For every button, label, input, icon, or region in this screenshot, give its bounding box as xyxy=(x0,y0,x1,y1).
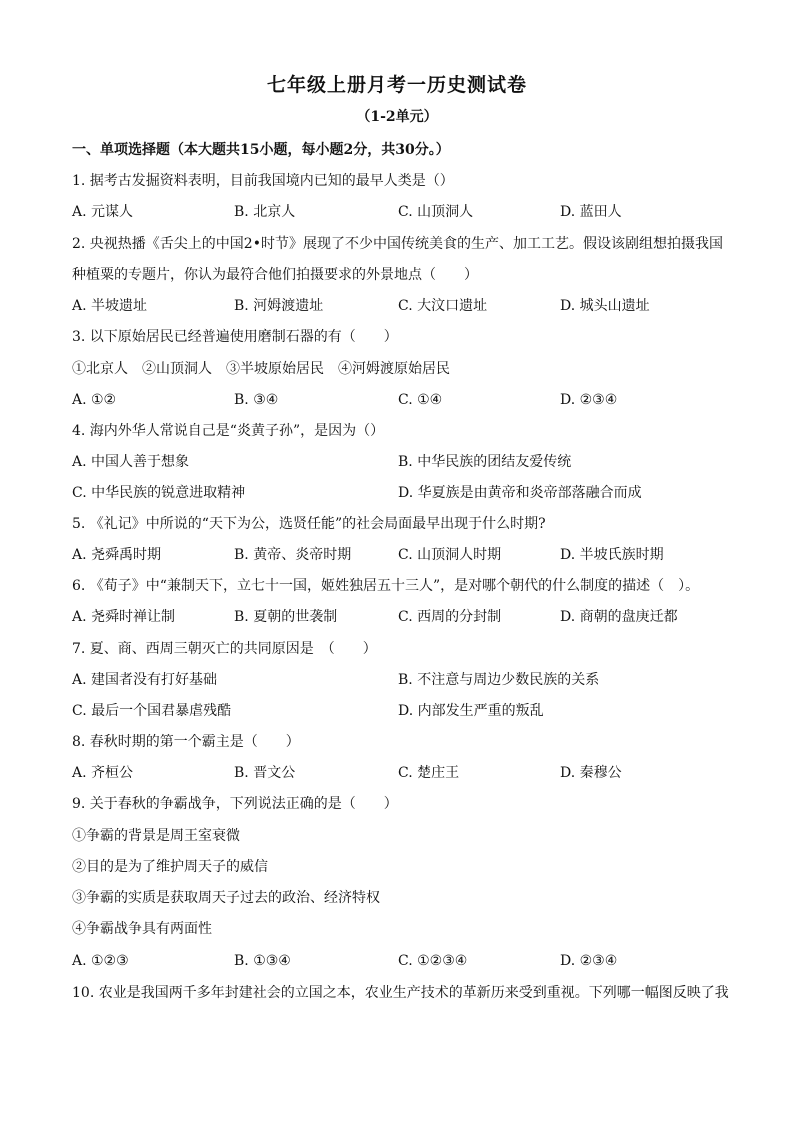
question-2-option-d: D. 城头山遗址 xyxy=(560,298,650,314)
question-9-stem: 9. 关于春秋的争霸战争，下列说法正确的是（ ） xyxy=(72,796,398,812)
section-heading: 一、单项选择题（本大题共15小题，每小题2分，共30分。） xyxy=(72,142,450,158)
question-8-stem: 8. 春秋时期的第一个霸主是（ ） xyxy=(72,734,300,750)
question-2-option-b: B. 河姆渡遗址 xyxy=(234,298,324,314)
question-8-option-d: D. 秦穆公 xyxy=(560,765,622,781)
question-3-option-b: B. ③④ xyxy=(234,392,279,408)
question-2-option-a: A. 半坡遗址 xyxy=(72,298,148,314)
question-2-stem-line-2: 种植粟的专题片，你认为最符合他们拍摄要求的外景地点（ ） xyxy=(72,267,478,283)
question-7-option-d: D. 内部发生严重的叛乱 xyxy=(398,703,544,719)
question-1-stem: 1. 据考古发掘资料表明，目前我国境内已知的最早人类是（） xyxy=(72,173,454,189)
question-7-stem: 7. 夏、商、西周三朝灭亡的共同原因是 （ ） xyxy=(72,641,377,657)
question-1-option-a: A. 元谋人 xyxy=(72,204,134,220)
page-subtitle: （1-2单元） xyxy=(356,109,438,125)
question-2-stem-line-1: 2. 央视热播《舌尖上的中国2•时节》展现了不少中国传统美食的生产、加工工艺。假设该剧组想拍摄我国 xyxy=(72,236,723,252)
question-8-option-c: C. 楚庄王 xyxy=(398,765,460,781)
question-9-option-d: D. ②③④ xyxy=(560,953,618,969)
question-5-option-a: A. 尧舜禹时期 xyxy=(72,547,162,563)
question-4-option-a: A. 中国人善于想象 xyxy=(72,454,190,470)
question-5-option-c: C. 山顶洞人时期 xyxy=(398,547,502,563)
question-3-stem: 3. 以下原始居民已经普遍使用磨制石器的有（ ） xyxy=(72,329,398,345)
question-9-statement-1: ①争霸的背景是周王室衰微 xyxy=(72,828,240,844)
question-3-option-c: C. ①④ xyxy=(398,392,443,408)
question-4-stem: 4. 海内外华人常说自己是“炎黄子孙”，是因为（） xyxy=(72,423,385,439)
question-2-option-c: C. 大汶口遗址 xyxy=(398,298,488,314)
question-6-option-d: D. 商朝的盘庚迁都 xyxy=(560,609,678,625)
question-8-option-b: B. 晋文公 xyxy=(234,765,296,781)
question-9-option-c: C. ①②③④ xyxy=(398,953,468,969)
question-5-option-b: B. 黄帝、炎帝时期 xyxy=(234,547,352,563)
question-1-option-c: C. 山顶洞人 xyxy=(398,204,474,220)
question-7-option-c: C. 最后一个国君暴虐残酷 xyxy=(72,703,232,719)
question-8-option-a: A. 齐桓公 xyxy=(72,765,134,781)
question-9-option-b: B. ①③④ xyxy=(234,953,291,969)
question-3-option-a: A. ①② xyxy=(72,392,117,408)
question-4-option-d: D. 华夏族是由黄帝和炎帝部落融合而成 xyxy=(398,485,642,501)
question-1-option-b: B. 北京人 xyxy=(234,204,296,220)
question-9-statement-3: ③争霸的实质是获取周天子过去的政治、经济特权 xyxy=(72,890,380,906)
question-5-option-d: D. 半坡氏族时期 xyxy=(560,547,664,563)
question-7-option-a: A. 建国者没有打好基础 xyxy=(72,672,218,688)
question-5-stem: 5. 《礼记》中所说的“天下为公，选贤任能”的社会局面最早出现于什么时期? xyxy=(72,516,546,532)
question-6-option-c: C. 西周的分封制 xyxy=(398,609,502,625)
question-9-option-a: A. ①②③ xyxy=(72,953,129,969)
question-3-statements: ①北京人 ②山顶洞人 ③半坡原始居民 ④河姆渡原始居民 xyxy=(72,361,450,377)
question-7-option-b: B. 不注意与周边少数民族的关系 xyxy=(398,672,600,688)
question-9-statement-2: ②目的是为了维护周天子的威信 xyxy=(72,859,268,875)
page-title: 七年级上册月考一历史测试卷 xyxy=(266,74,527,96)
question-6-option-b: B. 夏朝的世袭制 xyxy=(234,609,338,625)
question-6-stem: 6. 《荀子》中“兼制天下，立七十一国，姬姓独居五十三人”，是对哪个朝代的什么制度的描述（ ）。 xyxy=(72,578,700,594)
question-3-option-d: D. ②③④ xyxy=(560,392,618,408)
question-1-option-d: D. 蓝田人 xyxy=(560,204,622,220)
question-9-statement-4: ④争霸战争具有两面性 xyxy=(72,921,212,937)
question-6-option-a: A. 尧舜时禅让制 xyxy=(72,609,176,625)
question-4-option-c: C. 中华民族的锐意进取精神 xyxy=(72,485,246,501)
question-4-option-b: B. 中华民族的团结友爱传统 xyxy=(398,454,572,470)
question-10-stem: 10. 农业是我国两千多年封建社会的立国之本，农业生产技术的革新历来受到重视。下列哪一幅图反映了我 xyxy=(72,985,729,1001)
